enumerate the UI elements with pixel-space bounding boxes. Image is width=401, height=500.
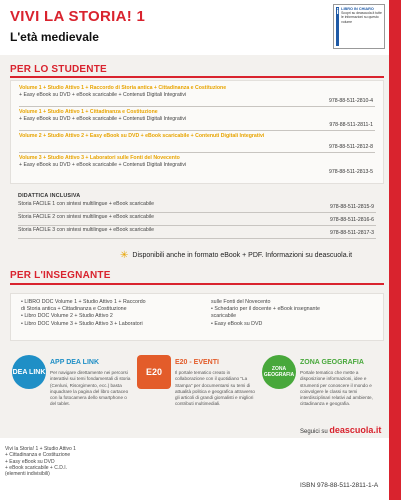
teacher-item: • Easy eBook su DVD: [211, 320, 263, 327]
row-isbn: 978-88-511-2815-9: [329, 204, 374, 210]
libro-in-chiaro-box: [333, 4, 385, 49]
teacher-item: • LIBRO DOC Volume 1 + Studio Attivo 1 + Raccordo: [21, 299, 146, 305]
feature-title: ZONA GEOGRAFIA: [300, 359, 364, 366]
student-row: [19, 109, 375, 131]
row-label: Storia FACILE 2 con sintesi multilingue + eBook scaricabile: [18, 214, 154, 220]
feature-title: APP DEA LINK: [50, 359, 100, 366]
follow-site-link[interactable]: deascuola.it: [329, 425, 382, 435]
info-box-text: Scopri su deascuola.it tutte le informazioni su questo volume: [341, 11, 382, 24]
feature-title: E20 - EVENTI: [175, 359, 219, 366]
student-row: [19, 85, 375, 107]
row-isbn: 978-88-511-2811-1: [329, 122, 373, 128]
didattica-inclusiva-label: DIDATTICA INCLUSIVA: [18, 193, 81, 199]
row-label: Volume 1 + Studio Attivo 1 + Raccordo di Storia antica + Cittadinanza e Costituzione: [19, 85, 227, 91]
row-isbn: 978-88-511-2810-4: [328, 98, 373, 104]
row-label: Volume 1 + Studio Attivo 1 + Cittadinanza e Costituzione: [19, 109, 158, 115]
follow-prefix: Seguici su: [300, 429, 328, 435]
teacher-item: di Storia antica + Cittadinanza e Costituzione: [21, 306, 127, 313]
row-isbn: 978-88-511-2816-6: [329, 217, 374, 223]
composition-line: + Easy eBook su DVD: [5, 458, 55, 465]
info-box-title: LIBRO IN CHIARO: [341, 7, 374, 11]
teacher-panel: [10, 293, 384, 341]
teacher-item: • Schedario per il docente + eBook insegnante: [211, 306, 320, 313]
inclusive-row: [18, 214, 376, 226]
composition-line: + eBook scaricabile + C.D.I.: [5, 464, 67, 471]
composition-line: Vivi la Storia! 1 + Studio Attivo 1: [5, 446, 76, 452]
row-label: Storia FACILE 1 con sintesi multilingue + eBook scaricabile: [18, 201, 154, 207]
row-label: Volume 3 + Studio Attivo 3 + Laboratori sulle Fonti del Novecento: [19, 155, 180, 161]
teacher-item: • Libro DOC Volume 2 + Studio Attivo 2: [21, 313, 113, 320]
row-sub: + Easy eBook su DVD + eBook scaricabile + Contenuti Digitali Integrativi: [19, 92, 187, 98]
availability-note: [120, 250, 352, 261]
sparkle-icon: ✳: [120, 250, 129, 261]
row-sub: + Easy eBook su DVD + eBook scaricabile + Contenuti Digitali Integrativi: [19, 116, 187, 122]
volume-title: L'età medievale: [10, 30, 99, 44]
row-label: Storia FACILE 3 con sintesi multilingue + eBook scaricabile: [18, 227, 154, 233]
section-divider: [10, 76, 384, 78]
feature-body: Per navigare direttamente nei percorsi interattivi sui temi fondamentali di storia (Cenluni, Risorgimento, ecc.) basta inquadrare la pagina del libro cartaceo con la fotocamera dello smartphone o del tablet.: [50, 370, 131, 407]
zona-geografia-icon: ZONA GEOGRAFIA: [262, 355, 296, 389]
section-divider: [10, 283, 384, 285]
composition-line: (elementi indivisibili): [5, 471, 50, 478]
teacher-item: • Libro DOC Volume 3 + Studio Attivo 3 + Laboratori: [21, 320, 143, 327]
availability-text: Disponibili anche in formato eBook + PDF. Informazioni su deascuola.it: [132, 252, 353, 259]
feature-body: Portale tematico che mette a disposizione informazioni, idee e strumenti per conoscere il mondo e coinvolgere le classi su temi interdisciplinari relativi ad ambiente, cittadinanza e geografia.: [300, 370, 373, 407]
isbn-code: ISBN 978-88-511-2811-1-A: [300, 482, 379, 489]
spine-red-bar: [389, 0, 401, 500]
student-row: [19, 133, 375, 153]
follow-us: [300, 425, 381, 435]
inclusive-panel: [10, 201, 384, 241]
feature-body: Il portale tematico creato in collaborazione con il quotidiano "La Stampa" per documentarsi su temi di attualità politica e geografica attraverso gli articoli di grandi giornalisti e migliori contributi multimediali.: [175, 370, 255, 407]
row-isbn: 978-88-511-2813-5: [328, 169, 373, 175]
row-sub: + Easy eBook su DVD + eBook scaricabile + Contenuti Digitali Integrativi: [19, 162, 187, 168]
teacher-item: sulle Fonti del Novecento: [211, 299, 271, 305]
row-isbn: 978-88-511-2817-3: [329, 230, 374, 236]
row-label: Volume 2 + Studio Attivo 2 + Easy eBook su DVD + eBook scaricabile + Contenuti Digitali Integrativi: [19, 133, 265, 139]
dea-link-icon: DEA LINK: [12, 355, 46, 389]
row-isbn: 978-88-511-2812-8: [328, 144, 373, 150]
student-panel: [10, 80, 384, 184]
teacher-heading: PER L'INSEGNANTE: [10, 270, 111, 281]
student-row: [19, 155, 375, 177]
teacher-col-1: [21, 299, 211, 328]
bottom-composition: [5, 446, 76, 477]
series-title: VIVI LA STORIA! 1: [10, 8, 146, 25]
inclusive-row: [18, 201, 376, 213]
e20-icon: E20: [137, 355, 171, 389]
student-heading: PER LO STUDENTE: [10, 64, 107, 75]
info-icon: i: [336, 7, 339, 46]
teacher-item: scaricabile: [211, 313, 237, 320]
composition-line: + Cittadinanza e Costituzione: [5, 452, 71, 459]
teacher-col-2: [211, 299, 376, 328]
inclusive-row: [18, 227, 376, 239]
